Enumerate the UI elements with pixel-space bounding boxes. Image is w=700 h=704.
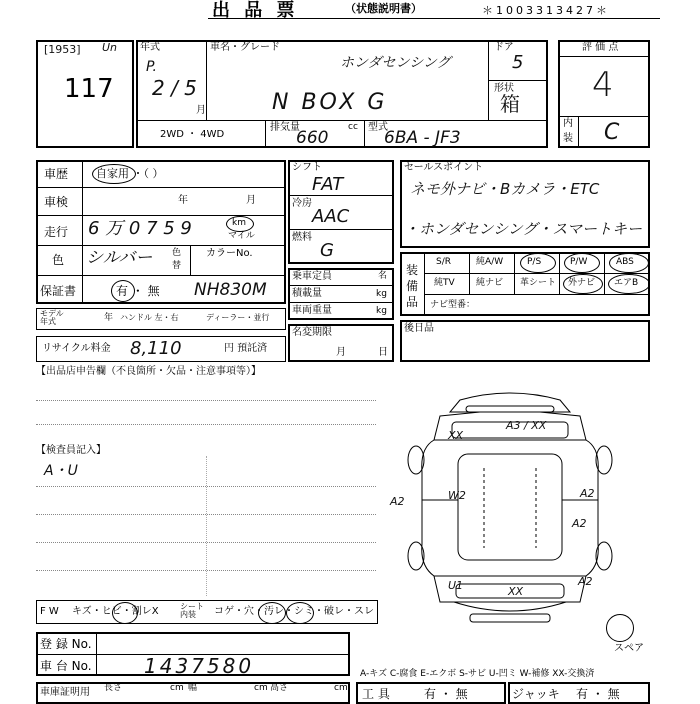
mark-rear-left: U1	[448, 579, 464, 592]
body-value: 箱	[500, 92, 520, 116]
lot-tag: [1953]	[44, 43, 81, 56]
equipment-item: ABS	[616, 257, 634, 267]
defects-label: 【出品店申告欄（不良箇所・欠品・注意事項等）】	[36, 366, 261, 377]
displacement-unit: cc	[348, 122, 358, 132]
reg-no-label: 登 録 No.	[40, 637, 92, 651]
divider	[288, 285, 394, 286]
displacement-label: 排気量	[270, 122, 300, 133]
seat-label: シート内装	[180, 602, 204, 619]
chassis-value: 1437580	[144, 654, 255, 678]
year-era: P.	[146, 59, 157, 75]
post-date-box	[400, 320, 650, 362]
equipment-item: 純TV	[434, 278, 455, 288]
color-code-label: カラーNo.	[206, 248, 253, 259]
tools-options: 有 ・ 無	[424, 687, 468, 701]
post-date-label: 後日品	[404, 323, 434, 334]
seat-circle	[286, 602, 314, 624]
mileage-unit-km: km	[232, 218, 246, 228]
color-value: シルバー	[86, 248, 153, 268]
displacement-value: 660	[296, 128, 329, 148]
dealer-options: ディーラー・並行	[206, 313, 270, 322]
inspection-year-unit: 年	[178, 195, 188, 206]
shift-label: シフト	[292, 162, 322, 173]
mark-inner-left: W2	[448, 489, 466, 502]
color-change-2: 替	[172, 261, 182, 271]
mark-left-front: XX	[448, 429, 464, 442]
aircon-value: AAC	[312, 206, 350, 227]
mark-right-a: A2	[580, 487, 595, 500]
equipment-circle	[563, 274, 603, 294]
door-value: 5	[512, 52, 524, 73]
lot-tag-suffix: Un	[102, 41, 118, 54]
weight-unit: kg	[376, 306, 387, 316]
divider	[265, 120, 266, 148]
type-value: 6BA - JF3	[384, 128, 461, 148]
chassis-label: 車 台 No.	[40, 659, 92, 673]
inspection-month-unit: 月	[246, 195, 256, 206]
equipment-item: 外ナビ	[568, 278, 596, 288]
divider	[424, 273, 650, 274]
inspector-label: 【検査員記入】	[36, 445, 106, 456]
cert-unit: cm	[334, 683, 348, 693]
divider	[604, 252, 605, 294]
tools-label: 工 具	[362, 687, 390, 701]
divider	[288, 302, 394, 303]
year-value: 2 / 5	[152, 76, 197, 100]
cert-height: 高さ	[270, 683, 289, 693]
capacity-unit: 名	[378, 271, 388, 281]
drive-label: 2WD ・ 4WD	[160, 129, 225, 140]
mark-right-b: A2	[572, 517, 587, 530]
equipment-item: S/R	[436, 257, 451, 267]
equipment-item: 純ナビ	[476, 278, 504, 288]
divider	[288, 195, 394, 196]
load-unit: kg	[376, 289, 387, 299]
aircon-label: 冷房	[292, 198, 312, 209]
recycle-unit: 円 預託済	[224, 343, 268, 354]
type-label: 型式	[368, 122, 388, 133]
model-label: 車名・グレード	[210, 42, 280, 53]
seat-circle	[258, 602, 286, 624]
divider	[424, 294, 650, 295]
divider	[558, 56, 650, 57]
equipment-item: エアB	[614, 278, 639, 288]
warranty-circle	[111, 280, 135, 302]
equipment-circle	[564, 253, 600, 273]
lease-month: 月	[336, 347, 346, 358]
divider	[206, 40, 207, 120]
header-rule	[208, 18, 660, 19]
mark-rear-right: A2	[578, 575, 593, 588]
divider	[488, 80, 548, 81]
warranty-options: 有 ・ 無	[116, 284, 160, 298]
cert-label: 車庫証明用	[40, 687, 90, 698]
interior-label-1: 内	[563, 118, 573, 129]
year-label: 年式	[140, 42, 160, 53]
fuel-value: G	[320, 240, 334, 261]
fw-label: F W	[40, 606, 59, 617]
lease-label: 名変期限	[292, 327, 332, 338]
interior-score: C	[604, 120, 620, 145]
jack-options: 有 ・ 無	[576, 687, 620, 701]
sales-point-line1: ネモ外ナビ・Bカメラ・ETC	[410, 180, 600, 198]
equipment-circle	[609, 253, 649, 273]
divider	[136, 120, 548, 121]
navi-model-label: ナビ型番：	[430, 300, 476, 310]
spare-label: スペア	[614, 643, 644, 654]
ruled-line	[36, 400, 376, 401]
recycle-value: 8,110	[130, 338, 182, 359]
divider	[469, 252, 470, 294]
equipment-item: 純A/W	[476, 257, 504, 267]
model-name: N BOX G	[272, 90, 388, 115]
score-value: 4	[592, 65, 614, 105]
cert-unit: cm	[254, 683, 268, 693]
fw-circle	[112, 602, 138, 624]
form-subtitle: （状態説明書）	[345, 2, 422, 15]
registration-value: 自家用 ・（ ）	[96, 167, 164, 180]
inspector-note: A・U	[44, 463, 78, 479]
divider	[364, 120, 365, 148]
divider	[558, 116, 650, 117]
spare-circle	[606, 614, 634, 642]
divider	[36, 215, 286, 216]
mileage-unit-mile: マイル	[228, 231, 255, 241]
equipment-circle	[520, 253, 556, 273]
sales-point-line2: ・ホンダセンシング・スマートキー	[404, 220, 643, 238]
cert-unit: cm	[170, 683, 184, 693]
handle-options: ハンドル 左・右	[120, 313, 179, 322]
equipment-label: 装備品	[406, 263, 419, 309]
divider	[424, 252, 425, 316]
body-label: 形状	[494, 83, 514, 94]
shift-value: FAT	[312, 174, 344, 195]
divider	[190, 245, 191, 275]
divider	[288, 229, 394, 230]
fw-items: キズ・ヒビ・割レX	[72, 606, 159, 617]
divider	[36, 245, 286, 246]
equipment-circle	[608, 274, 650, 294]
divider	[36, 187, 286, 188]
inspection-label: 車検	[44, 195, 69, 209]
weight-label: 車両重量	[292, 305, 332, 316]
door-label: ドア	[494, 42, 514, 53]
color-change-1: 色	[172, 248, 182, 258]
mileage-label: 走行	[44, 225, 69, 239]
km-circle	[226, 216, 254, 232]
mark-rear: XX	[508, 585, 524, 598]
equipment-item: P/W	[570, 257, 588, 267]
capacity-label: 乗車定員	[292, 271, 332, 282]
registration-circle	[92, 164, 136, 184]
equipment-item: 革シート	[520, 278, 557, 288]
damage-legend: A-キズ C-腐食 E-エクボ S-サビ U-凹ミ W-補修 XX-交換済	[360, 669, 595, 679]
seat-items: コゲ・穴・汚レ・シミ・破レ・スレ	[214, 606, 374, 617]
jack-label: ジャッキ	[512, 687, 560, 701]
mark-front: A3 / XX	[506, 419, 547, 432]
model-year-unit: 年	[104, 313, 114, 323]
recycle-label: リサイクル料金	[42, 343, 111, 354]
divider	[82, 160, 83, 304]
document-number: ＊1003313427＊	[482, 4, 610, 17]
sales-point-label: セールスポイント	[404, 162, 484, 173]
year-month-unit: 月	[196, 105, 206, 116]
interior-label-2: 装	[563, 133, 573, 144]
score-label: 評 価 点	[582, 42, 619, 53]
divider	[578, 116, 579, 148]
divider	[514, 252, 515, 294]
cert-width: 幅	[188, 683, 198, 693]
mileage-value: 6 万 0 7 5 9	[88, 218, 192, 239]
model-year-label: モデル年式	[40, 309, 64, 326]
registration-label: 車歴	[44, 167, 69, 181]
cert-length: 長さ	[104, 683, 123, 693]
color-label: 色	[52, 253, 65, 267]
mark-left-side: A2	[390, 495, 405, 508]
divider	[559, 252, 560, 294]
ruled-line	[36, 424, 376, 425]
fuel-label: 燃料	[292, 232, 312, 243]
divider	[96, 632, 97, 676]
equipment-item: P/S	[527, 257, 542, 267]
warranty-label: 保証書	[40, 284, 77, 298]
lease-day: 日	[378, 347, 388, 358]
divider	[36, 275, 286, 276]
form-title: 出 品 票	[212, 0, 299, 21]
load-label: 積載量	[292, 288, 322, 299]
lot-number: 117	[64, 74, 114, 104]
color-code-value: NH830M	[194, 280, 267, 300]
ruled-line	[206, 456, 207, 596]
model-grade: ホンダセンシング	[340, 55, 451, 71]
